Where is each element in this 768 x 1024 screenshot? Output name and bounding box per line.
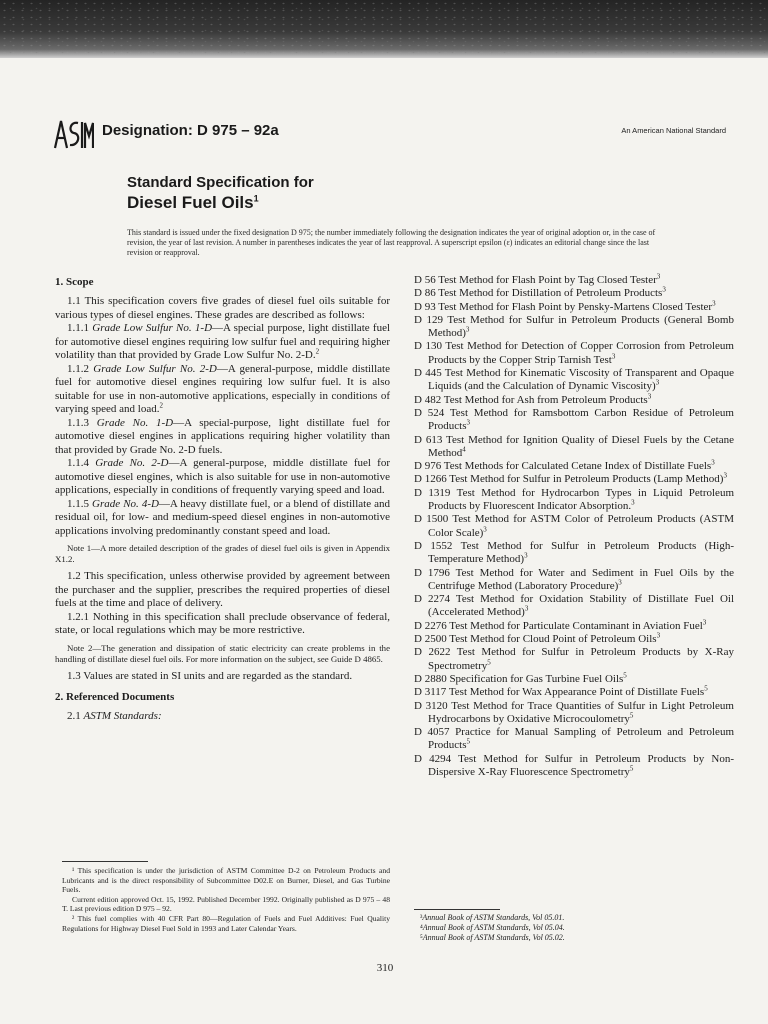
para-1-3: 1.3 Values are stated in SI units and are regarded as the standard. [67,669,353,682]
para-1-1-3 [55,417,390,458]
reference-item [414,540,734,567]
reference-item [414,593,734,620]
footnote-ref: 3 [465,325,470,334]
footnote-ref: 2 [159,401,163,410]
footnote-divider [414,909,500,910]
referenced-documents-heading: 2. Referenced Documents [55,691,175,703]
reference-text: D 4057 Practice for Manual Sampling of Petroleum and Petroleum Products [414,726,734,752]
footnote-ref: 5 [704,684,708,693]
para-text: —A special purpose, light distillate fuel for automotive diesel engines requiring low sulfur fuel and requiring higher volatility than that provided by Grade Low Sulfur No. 2-D. [55,322,391,361]
reference-item [414,287,734,300]
para-num: 1.1.5 [67,497,89,510]
footnote-ref: 5 [487,657,491,666]
reference-text: D 2276 Test Method for Particulate Contaminant in Aviation Fuel [414,619,703,632]
grade-name: Grade No. 2-D [95,457,169,469]
referenced-standards-list [414,274,734,779]
para-2-1 [55,710,390,724]
title-line-2 [127,193,314,213]
reference-text: D 445 Test Method for Kinematic Viscosity of Transparent and Opaque Liquids (and the Calculation of Dynamic Viscosity) [414,367,734,393]
footnote-ref: 5 [629,764,634,773]
footnote-ref: 3 [647,392,652,401]
footnote-item [420,913,720,923]
footnote-ref: 3 [702,618,707,627]
reference-text: D 1319 Test Method for Hydrocarbon Types in Liquid Petroleum Products by Fluorescent Indicator Absorption. [414,486,734,513]
para-1-1-5 [55,498,390,539]
reference-item [414,686,734,699]
reference-item [414,487,734,514]
footnote-item [420,923,720,933]
reference-text: D 613 Test Method for Ignition Quality of Diesel Fuels by the Cetane Method [414,433,734,459]
reference-text: D 2880 Specification for Gas Turbine Fuel Oils [414,672,624,685]
reference-item [414,340,734,367]
reference-text: D 2622 Test Method for Sulfur in Petroleum Products by X-Ray Spectrometry [414,646,734,672]
footnote-ref: 3 [483,524,487,533]
reference-item [414,394,734,407]
reference-item [414,298,734,314]
reference-item [414,473,734,486]
para-1-1-4 [55,457,390,498]
footnote-ref: 3 [466,418,470,427]
para-text: —A heavy distillate fuel, or a blend of distillate and residual oil, for low- and medium-speed diesel engines in non-automotive applications involving predominantly constant speed and load. [55,497,390,537]
reference-text: D 130 Test Method for Detection of Copper Corrosion from Petroleum Products by the Copper Strip Tarnish Test [414,340,734,366]
reference-text: D 3117 Test Method for Wax Appearance Point of Distillate Fuels [414,686,705,699]
para-num: 1.1.1 [67,322,89,334]
issue-statement: This standard is issued under the fixed designation D 975; the number immediately following the designation indicates the year of original adoption or, in the case of revision, the year of last revision. A number in parentheses indicates the year of last reapproval. A superscript epsilon (ε) indicates an editorial change since the last revision or reapproval. [127,228,656,257]
footnote-ref: 3 [524,551,528,560]
footnote-ref: 4 [462,445,466,454]
note-2: Note 2—The generation and dissipation of static electricity can create problems in the handling of distillate diesel fuel oils. For more information on the subject, see Guide D 4865. [55,642,390,664]
reference-item [414,274,734,287]
reference-item [414,407,734,434]
grade-name: Grade No. 4-D [92,497,159,510]
footnotes-right [420,913,720,943]
para-1-1-1 [55,322,390,363]
footnote-ref: 3 [662,285,666,294]
astm-logo [52,118,94,150]
reference-item [414,726,734,753]
footnote-1: ¹ This specification is under the jurisdiction of ASTM Committee D-2 on Petroleum Products and Lubricants and is the direct responsibility of Subcommittee D02.E on Burner, Diesel, and Gas Turbine Fuels. [62,866,390,895]
grade-name: Grade No. 1-D [96,416,174,429]
footnote-ref: 3 [524,604,529,613]
scope-heading: 1. Scope [55,276,94,288]
para-1-1: 1.1 This specification covers five grades of diesel fuel oils suitable for various types of diesel engines. These grades are described as follows: [55,295,390,321]
footnote-ref: 3 [618,578,622,587]
reference-text: D 86 Test Method for Distillation of Petroleum Products [414,287,663,300]
para-text: —A general-purpose, middle distillate fuel for automotive diesel engines requiring low sulfur fuel. It is also suitable for use in non-automotive applications, especially in conditions of varying speed and load. [55,362,390,415]
designation-number: D 975 – 92a [197,122,279,139]
footnote-text: Annual Book of ASTM Standards, Vol 05.02. [422,933,565,942]
title-line-1: Standard Specification for [127,174,314,191]
document-title [127,174,314,213]
para-num: 1.1.4 [67,457,89,469]
reference-text: D 482 Test Method for Ash from Petroleum Products [414,393,648,406]
title-footnote-mark: 1 [253,193,259,204]
left-column [55,276,390,724]
footnote-ref: 3 [631,498,635,507]
grade-name: Grade Low Sulfur No. 2-D [93,362,217,375]
footnote-text: Annual Book of ASTM Standards, Vol 05.04. [422,923,565,932]
footnote-ref: 3 [655,378,660,387]
page-number: 310 [376,962,394,974]
designation-label: Designation: [102,122,193,139]
scanned-header-band [0,0,768,58]
reference-text: D 129 Test Method for Sulfur in Petroleum Products (General Bomb Method) [414,313,734,340]
reference-text: D 524 Test Method for Ramsbottom Carbon Residue of Petroleum Products [414,406,734,433]
designation [102,122,279,139]
footnote-ref: 3 [711,458,715,467]
reference-item [414,633,734,646]
footnotes-left [62,866,390,933]
footnote-ref: 3 [656,631,661,640]
reference-item [414,367,734,394]
footnote-ref: 5 [466,737,470,746]
reference-text: D 976 Test Methods for Calculated Cetane Index of Distillate Fuels [414,460,712,473]
reference-text: D 1500 Test Method for ASTM Color of Petroleum Products (ASTM Color Scale) [414,513,734,539]
para-1-1-2 [55,363,390,417]
footnote-text: Annual Book of ASTM Standards, Vol 05.01. [422,913,565,922]
footnote-mark: ⁴ [420,923,423,932]
reference-text: D 56 Test Method for Flash Point by Tag Closed Tester [414,274,657,286]
footnote-ref: 3 [656,272,661,281]
para-text: —A special-purpose, light distillate fuel for automotive diesel engines in applications requiring higher volatility than that provided by Grade No. 2-D fuels. [55,416,390,456]
footnote-mark: ⁵ [420,933,423,942]
footnote-ref: 3 [723,471,727,480]
footnote-ref: 5 [629,711,634,720]
astm-standards-label: ASTM Standards: [83,710,162,722]
para-1-2-1: 1.2.1 Nothing in this specification shall preclude observance of federal, state, or local regulations which may be more restrictive. [55,610,390,636]
reference-text: D 2500 Test Method for Cloud Point of Petroleum Oils [414,633,657,646]
para-num: 1.1.2 [67,362,89,375]
reference-item [414,620,734,633]
footnote-1b: Current edition approved Oct. 15, 1992. Published December 1992. Originally published as D 975 – 48 T. Last previous edition D 975 – 92. [62,894,390,914]
para-num: 1.1.3 [67,416,89,429]
reference-text: D 93 Test Method for Flash Point by Pensky-Martens Closed Tester [414,300,713,313]
reference-item [414,460,734,473]
footnote-ref: 2 [315,347,320,356]
reference-text: D 1796 Test Method for Water and Sediment in Fuel Oils by the Centrifuge Method (Laboratory Procedure) [414,566,734,592]
reference-text: D 4294 Test Method for Sulfur in Petroleum Products by Non-Dispersive X-Ray Fluorescence Spectrometry [414,752,734,778]
para-text: —A general-purpose, middle distillate fuel for automotive diesel engines, which is also suitable for use in non-automotive applications, especially in conditions of frequently varying speed and load. [55,457,390,496]
footnote-ref: 3 [712,298,716,307]
reference-item [414,700,734,727]
reference-text: D 2274 Test Method for Oxidation Stability of Distillate Fuel Oil (Accelerated Method) [414,593,734,619]
footnote-ref: 5 [623,671,627,680]
footnote-ref: 3 [611,352,616,361]
title-text: Diesel Fuel Oils [127,193,254,212]
para-1-2: 1.2 This specification, unless otherwise provided by agreement between the purchaser and the supplier, prescribes the required properties of diesel fuels at the time and place of delivery. [55,570,390,609]
reference-item [414,753,734,780]
reference-item [414,673,734,686]
national-standard-label: An American National Standard [621,126,726,135]
reference-item [414,314,734,341]
footnote-2: ² This fuel complies with 40 CFR Part 80—Regulation of Fuels and Fuel Additives: Fuel Quality Regulations for Highway Diesel Fuel Sold in 1993 and Later Calendar Years. [62,913,390,933]
reference-text: D 1266 Test Method for Sulfur in Petroleum Products (Lamp Method) [414,473,724,486]
reference-text: D 1552 Test Method for Sulfur in Petroleum Products (High-Temperature Method) [414,539,734,566]
footnote-divider [62,861,148,862]
note-1: Note 1—A more detailed description of the grades of diesel fuel oils is given in Appendix X1.2. [55,543,390,564]
footnote-mark: ³ [420,913,423,922]
reference-item [414,513,734,540]
reference-item [414,646,734,673]
grade-name: Grade Low Sulfur No. 1-D [92,322,213,334]
para-num: 2.1 [67,710,81,722]
reference-item [414,567,734,594]
footnote-item [420,933,720,943]
reference-item [414,434,734,461]
reference-text: D 3120 Test Method for Trace Quantities of Sulfur in Light Petroleum Hydrocarbons by Oxidative Microcoulometry [414,699,734,725]
